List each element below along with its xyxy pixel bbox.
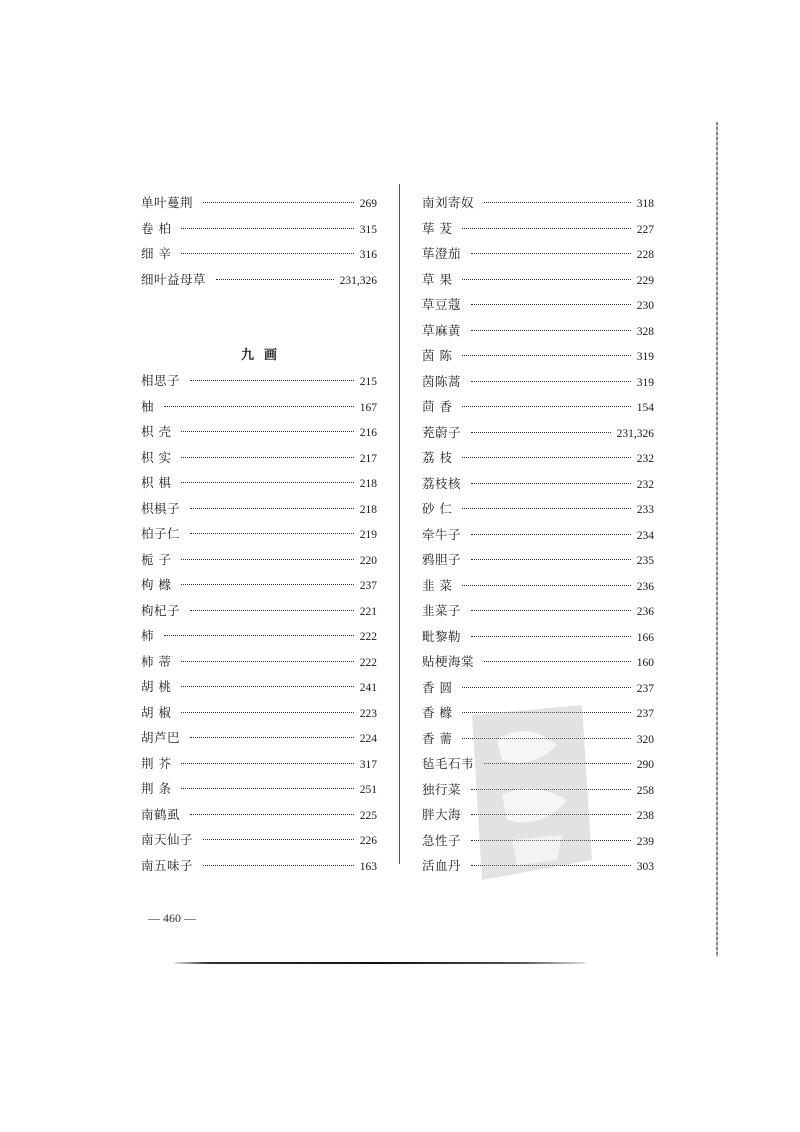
entry-name: 柏子仁 [141, 526, 181, 541]
entry-page-number: 222 [359, 656, 377, 669]
entry-name: 荔枝核 [422, 475, 462, 491]
entry-page-number: 232 [636, 478, 654, 491]
index-entry [422, 471, 654, 497]
index-entry [141, 649, 377, 675]
index-entry [141, 802, 377, 828]
entry-page-number: 227 [636, 223, 654, 236]
entry-page-number: 220 [359, 554, 377, 567]
dot-leader [181, 431, 353, 432]
entry-name: 香 薷 [422, 730, 453, 746]
entry-name: 胡 桃 [141, 679, 172, 694]
index-entry [422, 267, 654, 293]
dot-leader [484, 202, 631, 203]
entry-name: 茵陈蒿 [422, 373, 462, 389]
entry-page-number: 231,326 [616, 427, 654, 440]
entry-name: 荜澄茄 [422, 246, 462, 261]
index-entry [422, 624, 654, 650]
dot-leader [471, 483, 631, 484]
index-entry [422, 241, 654, 267]
entry-page-number: 225 [359, 809, 377, 822]
index-entry [141, 674, 377, 700]
entry-group-nine-strokes [141, 368, 377, 878]
dot-leader [462, 406, 630, 407]
entry-name: 荆 条 [141, 781, 172, 796]
entry-page-number: 163 [359, 860, 377, 873]
entry-page-number: 317 [359, 758, 377, 771]
index-entry [422, 598, 654, 624]
index-entry [422, 343, 654, 369]
index-entry [422, 649, 654, 675]
entry-name: 贴梗海棠 [422, 654, 475, 669]
entry-page-number: 319 [636, 376, 654, 389]
entry-page-number: 315 [359, 223, 377, 236]
entry-name: 柿 [141, 628, 155, 643]
entry-page-number: 237 [359, 580, 377, 592]
entry-name: 韭菜子 [422, 603, 462, 618]
entry-page-number: 303 [636, 861, 654, 873]
entry-page-number: 320 [636, 733, 654, 746]
index-column-left [141, 190, 377, 878]
entry-name: 荜 茇 [422, 220, 453, 236]
index-entry [141, 623, 377, 649]
dot-leader [190, 610, 354, 611]
dot-leader [471, 253, 631, 254]
entry-page-number: 237 [636, 682, 654, 695]
entry-name: 鸦胆子 [422, 552, 462, 567]
entry-name: 香 橼 [422, 705, 453, 720]
entry-page-number: 167 [359, 401, 377, 414]
index-entry [422, 445, 654, 471]
dot-leader [181, 686, 353, 687]
entry-name: 毗黎勒 [422, 628, 462, 644]
dot-leader [164, 406, 354, 407]
entry-name: 南刘寄奴 [422, 195, 475, 210]
index-entry [422, 216, 654, 242]
entry-name: 毡毛石韦 [422, 756, 475, 771]
dot-leader [203, 202, 354, 203]
entry-page-number: 166 [636, 631, 654, 644]
entry-name: 茺蔚子 [422, 424, 462, 440]
dot-leader [181, 482, 353, 483]
entry-name: 相思子 [141, 373, 181, 388]
entry-name: 茵 陈 [422, 348, 453, 363]
entry-name: 胡芦巴 [141, 730, 181, 745]
entry-page-number: 226 [359, 835, 377, 847]
entry-name: 韭 菜 [422, 577, 453, 593]
page-edge-border [716, 122, 718, 957]
entry-name: 草豆蔻 [422, 297, 462, 312]
dot-leader [190, 533, 354, 534]
entry-name: 柚 [141, 398, 155, 414]
column-divider [399, 184, 400, 864]
dot-leader [190, 737, 354, 738]
entry-page-number: 223 [359, 707, 377, 720]
index-entry [141, 776, 377, 802]
entry-page-number: 319 [636, 351, 654, 363]
entry-page-number: 236 [636, 580, 654, 593]
index-entry [141, 190, 377, 216]
index-entry [422, 190, 654, 216]
entry-name: 急性子 [422, 832, 462, 848]
entry-name: 茴 香 [422, 399, 453, 414]
dot-leader [462, 279, 630, 280]
entry-page-number: 218 [359, 478, 377, 490]
entry-name: 活血丹 [422, 858, 462, 873]
index-entry [141, 572, 377, 598]
entry-name: 牵牛子 [422, 526, 462, 542]
dot-leader [462, 355, 630, 356]
entry-page-number: 221 [359, 605, 377, 618]
entry-page-number: 251 [359, 784, 377, 796]
dot-leader [190, 380, 354, 381]
dot-leader [190, 508, 354, 509]
dot-leader [181, 457, 353, 458]
entry-name: 南天仙子 [141, 832, 194, 847]
index-entry [141, 521, 377, 547]
dot-leader [181, 584, 353, 585]
entry-name: 南五味子 [141, 857, 194, 873]
library-stamp [452, 700, 602, 885]
entry-name: 胡 椒 [141, 704, 172, 720]
index-entry [422, 496, 654, 522]
entry-page-number: 160 [636, 657, 654, 669]
index-entry [141, 827, 377, 853]
index-entry [141, 241, 377, 267]
dot-leader [164, 635, 354, 636]
index-entry [141, 216, 377, 242]
entry-page-number: 318 [636, 198, 654, 210]
section-heading: 九画 [240, 348, 287, 363]
entry-page-number: 229 [636, 274, 654, 287]
dot-leader [462, 585, 630, 586]
dot-leader [462, 687, 630, 688]
entry-name: 枳 椇 [141, 475, 172, 490]
index-entry [422, 547, 654, 573]
dot-leader [203, 839, 354, 840]
dot-leader [471, 304, 631, 305]
entry-name: 南鹤虱 [141, 806, 181, 822]
dot-leader [471, 636, 631, 637]
index-entry [141, 496, 377, 522]
entry-name: 草麻黄 [422, 322, 462, 338]
dot-leader [190, 814, 354, 815]
entry-page-number: 230 [636, 300, 654, 312]
index-entry [141, 725, 377, 751]
entry-name: 荔 枝 [422, 450, 453, 465]
dot-leader [462, 457, 630, 458]
section-spacer [141, 292, 377, 343]
index-entry [141, 394, 377, 420]
entry-page-number: 218 [359, 503, 377, 516]
page-number: — 460 — [148, 911, 196, 925]
entry-page-number: 316 [359, 249, 377, 261]
entry-name: 草 果 [422, 271, 453, 287]
entry-page-number: 217 [359, 452, 377, 465]
entry-page-number: 238 [636, 810, 654, 822]
entry-page-number: 328 [636, 325, 654, 338]
entry-page-number: 228 [636, 249, 654, 261]
bottom-rule [175, 962, 585, 964]
index-entry [141, 547, 377, 573]
entry-name: 荆 芥 [141, 755, 172, 771]
dot-leader [181, 788, 353, 789]
entry-page-number: 216 [359, 427, 377, 439]
index-entry [141, 445, 377, 471]
index-entry [141, 598, 377, 624]
entry-page-number: 233 [636, 504, 654, 516]
entry-name: 枸 橼 [141, 577, 172, 592]
index-entry [141, 267, 377, 293]
dot-leader [471, 381, 631, 382]
dot-leader [462, 508, 630, 509]
index-entry [422, 420, 654, 446]
entry-name: 栀 子 [141, 551, 172, 567]
entry-name: 单叶蔓荆 [141, 195, 194, 210]
entry-page-number: 234 [636, 529, 654, 542]
index-entry [141, 419, 377, 445]
entry-page-number: 231,326 [339, 274, 377, 287]
index-entry [422, 522, 654, 548]
entry-name: 柿 蒂 [141, 653, 172, 669]
entry-page-number: 232 [636, 453, 654, 465]
entry-page-number: 235 [636, 555, 654, 567]
dot-leader [181, 228, 353, 229]
entry-name: 胖大海 [422, 807, 462, 822]
index-entry [141, 368, 377, 394]
dot-leader [203, 865, 354, 866]
entry-page-number: 258 [636, 784, 654, 797]
entry-name: 香 圆 [422, 679, 453, 695]
index-entry [141, 853, 377, 879]
dot-leader [181, 559, 353, 560]
entry-name: 枸杞子 [141, 602, 181, 618]
entry-page-number: 154 [636, 402, 654, 414]
entry-name: 枳 壳 [141, 424, 172, 439]
index-entry [422, 369, 654, 395]
index-entry [141, 470, 377, 496]
dot-leader [181, 253, 353, 254]
index-entry [422, 318, 654, 344]
index-entry [422, 675, 654, 701]
entry-name: 独行菜 [422, 781, 462, 797]
entry-page-number: 237 [636, 708, 654, 720]
dot-leader [471, 330, 631, 331]
entry-name: 细叶益母草 [141, 271, 207, 287]
index-entry [422, 394, 654, 420]
entry-page-number: 236 [636, 606, 654, 618]
entry-name: 细 辛 [141, 246, 172, 261]
index-entry [141, 700, 377, 726]
dot-leader [471, 559, 631, 560]
dot-leader [471, 534, 631, 535]
dot-leader [462, 228, 630, 229]
entry-page-number: 215 [359, 376, 377, 388]
index-entry [422, 292, 654, 318]
entry-page-number: 241 [359, 682, 377, 694]
index-entry [141, 751, 377, 777]
entry-group-top [141, 190, 377, 292]
entry-name: 砂 仁 [422, 501, 453, 516]
dot-leader [181, 661, 353, 662]
entry-page-number: 224 [359, 733, 377, 745]
index-entry [422, 573, 654, 599]
dot-leader [484, 661, 631, 662]
entry-page-number: 222 [359, 631, 377, 643]
dot-leader [471, 610, 631, 611]
entry-name: 枳椇子 [141, 500, 181, 516]
dot-leader [216, 279, 334, 280]
entry-page-number: 219 [359, 529, 377, 541]
entry-page-number: 290 [636, 759, 654, 771]
dot-leader [181, 712, 353, 713]
dot-leader [471, 432, 611, 433]
entry-page-number: 239 [636, 835, 654, 848]
entry-name: 枳 实 [141, 449, 172, 465]
entry-page-number: 269 [359, 198, 377, 210]
dot-leader [181, 763, 353, 764]
entry-name: 卷 柏 [141, 220, 172, 236]
